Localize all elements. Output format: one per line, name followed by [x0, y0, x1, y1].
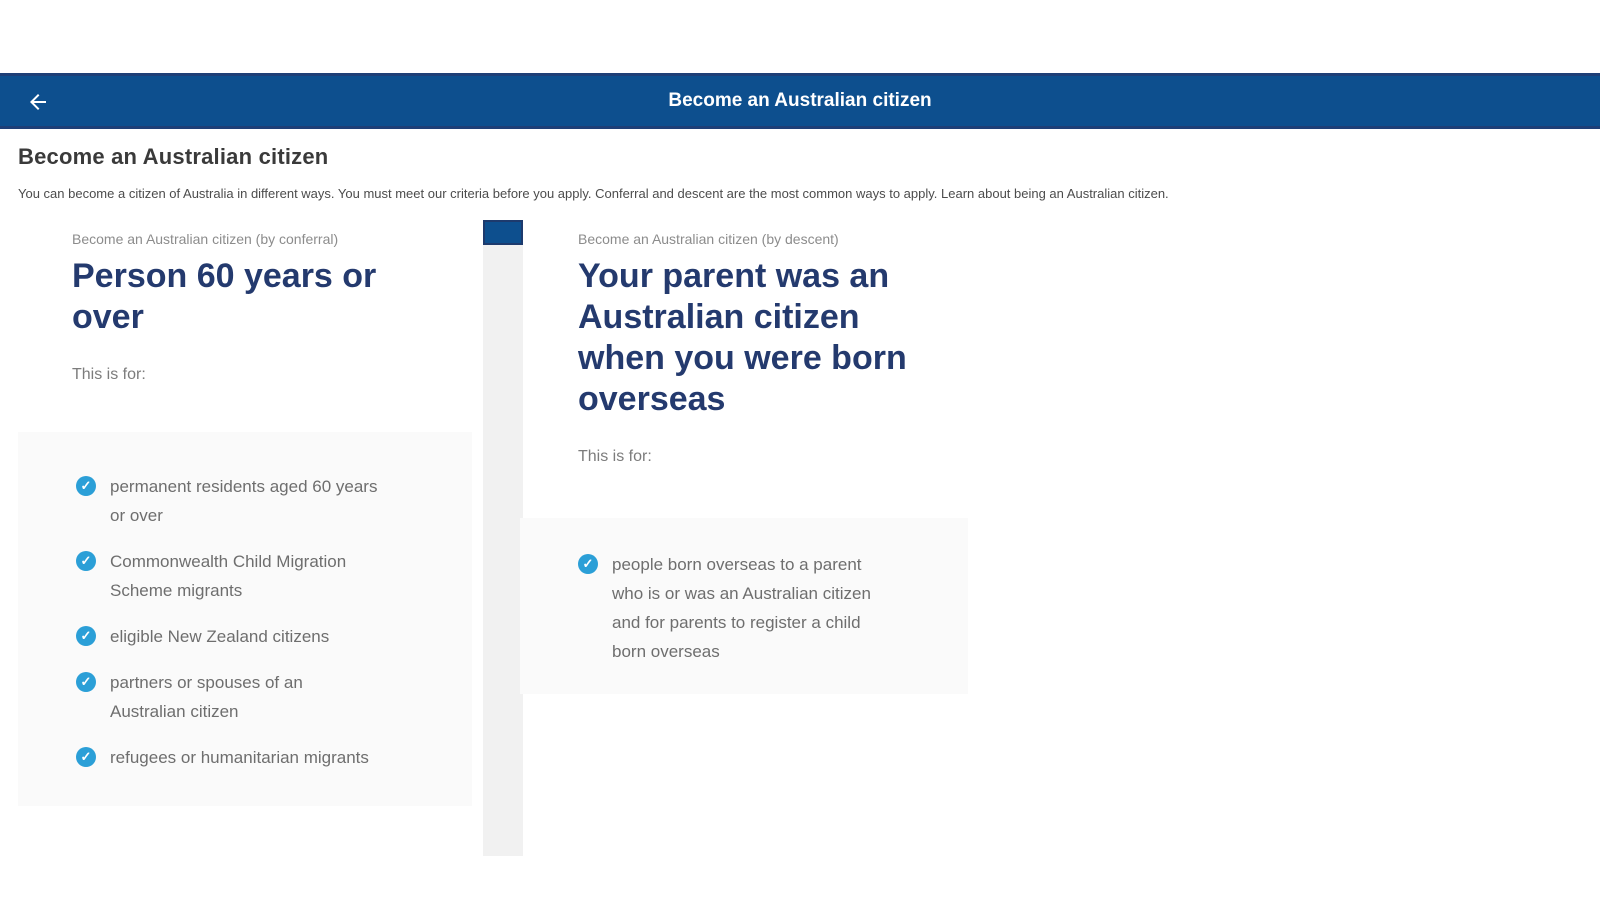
option-descent-eyebrow: Become an Australian citizen (by descent) — [578, 231, 839, 247]
option-descent-lead: This is for: — [578, 448, 652, 465]
conferral-criteria-list — [18, 432, 472, 772]
criteria-text: eligible New Zealand citizens — [110, 627, 330, 646]
check-circle-icon: ✓ — [76, 551, 96, 571]
intro-text: You can become a citizen of Australia in different ways. You must meet our criteria before you apply. Conferral and descent are the most common ways to apply. Learn about being an Australian citizen. — [18, 186, 1169, 201]
criteria-text: refugees or humanitarian migrants — [110, 748, 369, 767]
check-circle-icon: ✓ — [76, 476, 96, 496]
option-conferral-lead: This is for: — [72, 366, 146, 383]
option-descent-heading: Your parent was an Australian citizen when you were born overseas — [578, 257, 907, 418]
check-circle-icon: ✓ — [578, 554, 598, 574]
option-descent-card[interactable] — [520, 518, 968, 694]
criteria-item — [578, 550, 968, 666]
option-conferral-header[interactable] — [72, 231, 432, 384]
option-descent-header[interactable] — [578, 231, 938, 466]
scrollbar-track[interactable] — [483, 220, 523, 856]
criteria-item — [76, 622, 472, 651]
page-title: Become an Australian citizen — [18, 144, 329, 169]
check-circle-icon: ✓ — [76, 672, 96, 692]
header-title: Become an Australian citizen — [668, 90, 932, 111]
criteria-item — [76, 472, 472, 530]
criteria-text: permanent residents aged 60 years or over — [110, 477, 378, 525]
criteria-text: Commonwealth Child Migration Scheme migrants — [110, 552, 347, 600]
app-header — [0, 73, 1600, 129]
criteria-item — [76, 668, 472, 726]
descent-criteria-list — [520, 518, 968, 666]
check-circle-icon: ✓ — [76, 747, 96, 767]
criteria-text: people born overseas to a parent who is or was an Australian citizen and for parents to register a child born overseas — [612, 555, 871, 661]
criteria-item — [76, 743, 472, 772]
criteria-item — [76, 547, 472, 605]
scrollbar-thumb[interactable] — [483, 220, 523, 245]
option-conferral-card[interactable] — [18, 432, 472, 806]
check-circle-icon: ✓ — [76, 626, 96, 646]
option-conferral-eyebrow: Become an Australian citizen (by conferral) — [72, 231, 339, 247]
option-conferral-heading: Person 60 years or over — [72, 257, 377, 336]
criteria-text: partners or spouses of an Australian citizen — [110, 673, 303, 721]
